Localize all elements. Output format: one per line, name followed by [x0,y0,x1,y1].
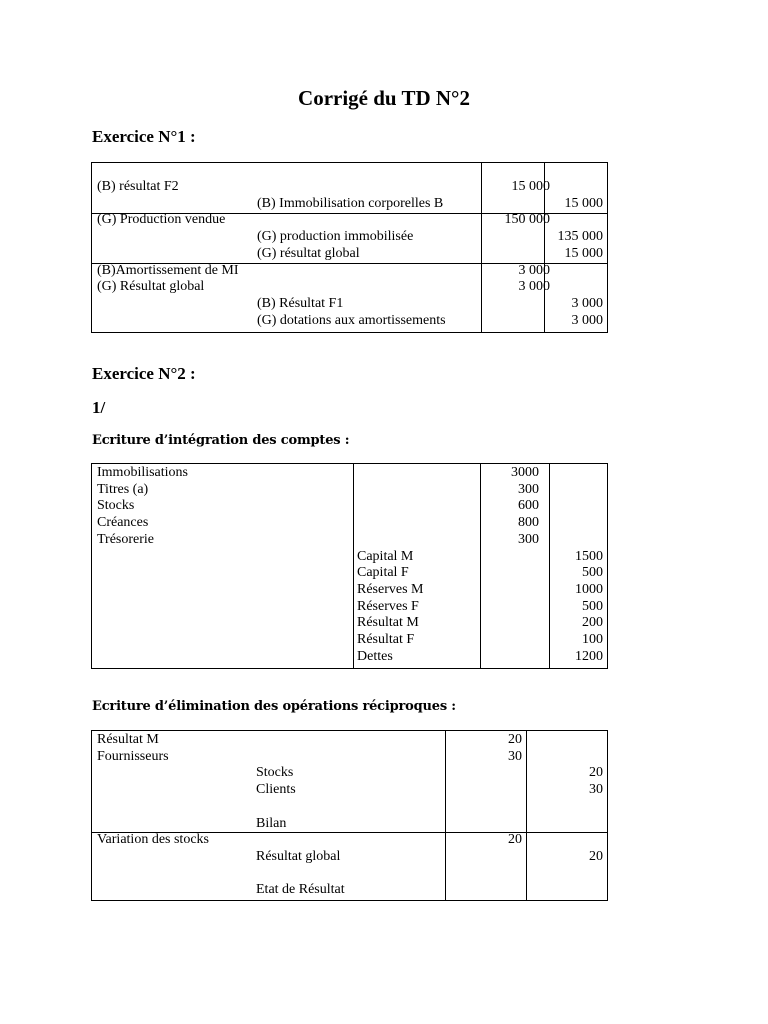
credit-amount: 1500 [575,548,603,564]
journal-row [92,498,607,515]
journal-row [92,532,607,549]
credit-amount: 15 000 [564,195,603,211]
journal-row [92,296,607,313]
journal-row [92,212,607,229]
journal-row [92,866,607,883]
journal-row [92,313,607,330]
credit-account-label: Bilan [256,815,287,831]
credit-amount: 3 000 [571,295,603,311]
journal-row [92,615,607,632]
journal-row [92,832,607,849]
journal-row [92,816,607,833]
credit-account-label: Réserves F [357,598,419,614]
journal-row [92,482,607,499]
debit-account-label: (G) Résultat global [97,279,205,295]
credit-account-label: Dettes [357,648,393,664]
journal-table-exercise-1 [91,162,608,333]
part-1-label: 1/ [92,398,106,417]
debit-account-label: Trésorerie [97,531,155,547]
exercise-2-heading: Exercice N°2 : [92,364,196,383]
exercise-1-heading: Exercice N°1 : [92,127,196,146]
credit-account-label: (G) dotations aux amortissements [257,312,446,328]
journal-row [92,749,607,766]
journal-row [92,263,607,280]
credit-amount: 1200 [575,648,603,664]
integration-entry-table [91,463,608,669]
credit-amount: 30 [589,782,603,798]
debit-account-label: Fournisseurs [97,748,169,764]
journal-row [92,179,607,196]
credit-amount: 20 [589,848,603,864]
journal-row [92,465,607,482]
elimination-entry-table [91,730,608,901]
credit-amount: 1000 [575,581,603,597]
journal-row [92,582,607,599]
credit-account-label: (B) Résultat F1 [257,295,344,311]
debit-account-label: Immobilisations [97,465,188,480]
debit-account-label: Stocks [97,498,135,514]
credit-amount: 500 [582,598,603,614]
journal-row [92,849,607,866]
integration-heading: Ecriture d’intégration des comptes : [92,433,350,448]
credit-account-label: Résultat F [357,632,415,647]
debit-amount: 800 [518,515,539,531]
journal-row [92,632,607,649]
journal-row [92,882,607,899]
debit-account-label: Variation des stocks [97,832,209,848]
debit-amount: 3 000 [518,262,550,278]
debit-amount: 600 [518,498,539,514]
credit-account-label: Réserves M [357,581,424,597]
journal-row [92,782,607,799]
credit-account-label: Etat de Résultat [256,882,345,898]
debit-amount: 20 [508,732,522,747]
journal-row [92,196,607,213]
credit-amount: 3 000 [571,312,603,328]
journal-row [92,599,607,616]
credit-account-label: Capital M [357,548,414,564]
debit-amount: 3 000 [518,279,550,295]
credit-amount: 20 [589,765,603,781]
credit-account-label: Clients [256,782,296,798]
page-title: Corrigé du TD N°2 [298,86,470,110]
elimination-heading: Ecriture d’élimination des opérations réciproques : [92,699,456,714]
journal-row [92,649,607,666]
credit-account-label: Résultat M [357,615,419,631]
debit-amount: 300 [518,481,539,497]
debit-account-label: Titres (a) [97,481,149,497]
journal-row [92,765,607,782]
debit-amount: 150 000 [504,212,550,228]
credit-amount: 15 000 [564,245,603,261]
journal-row [92,732,607,749]
debit-amount: 3000 [511,465,539,480]
journal-row [92,799,607,816]
debit-amount: 30 [508,748,522,764]
debit-account-label: Résultat M [97,732,159,747]
credit-amount: 135 000 [557,229,603,245]
debit-amount: 15 000 [511,179,550,194]
credit-account-label: Stocks [256,765,294,781]
debit-account-label: Créances [97,515,149,531]
debit-account-label: (B) résultat F2 [97,179,179,194]
journal-row [92,549,607,566]
debit-account-label: (B)Amortissement de MI [97,262,239,278]
journal-row [92,279,607,296]
credit-amount: 100 [582,632,603,647]
journal-row [92,246,607,263]
credit-account-label: Capital F [357,565,409,581]
debit-account-label: (G) Production vendue [97,212,226,228]
credit-account-label: (B) Immobilisation corporelles B [257,195,444,211]
credit-amount: 500 [582,565,603,581]
journal-row [92,515,607,532]
debit-amount: 20 [508,832,522,848]
credit-amount: 200 [582,615,603,631]
debit-amount: 300 [518,531,539,547]
journal-row [92,229,607,246]
credit-account-label: Résultat global [256,848,341,864]
credit-account-label: (G) production immobilisée [257,229,414,245]
journal-row [92,565,607,582]
credit-account-label: (G) résultat global [257,245,360,261]
